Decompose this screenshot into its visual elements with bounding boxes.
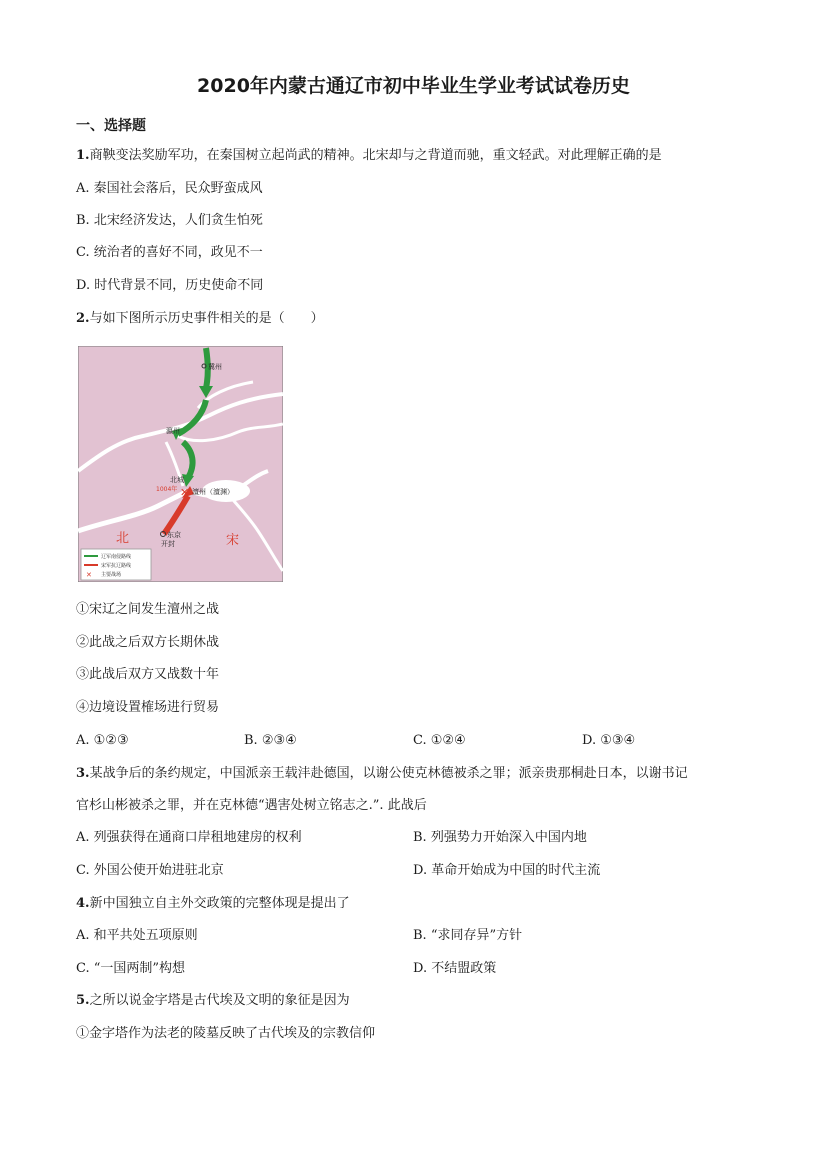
question-2-option-b[interactable]: B. ②③④ [244,733,297,748]
question-2-option-a[interactable]: A. ①②③ [76,733,129,748]
question-3-option-c[interactable]: C. 外国公使开始进驻北京 [76,863,224,878]
page-title: 2020年内蒙古通辽市初中毕业生学业考试试卷历史 [197,75,630,97]
question-3-option-b[interactable]: B. 列强势力开始深入中国内地 [413,830,587,845]
question-1-option-a[interactable]: A. 秦国社会落后，民众野蛮成风 [76,181,263,196]
question-number: 1. [76,148,90,163]
question-4-option-c[interactable]: C. “一国两制”构想 [76,961,186,976]
question-2-stem: 2.与如下图所示历史事件相关的是（ ） [76,311,324,326]
map-label-chanzhou: 澶州（澶渊） [192,488,234,496]
question-2-statement-1: ①宋辽之间发生澶州之战 [76,602,220,617]
question-number: 5. [76,993,90,1008]
question-number: 4. [76,896,90,911]
question-3-stem: 3.某战争后的条约规定，中国派亲王载沣赴德国，以谢公使克林德被杀之罪；派亲贵那桐赴日本，以谢书记 [76,766,688,781]
question-2-statement-2: ②此战之后双方长期休战 [76,635,220,650]
map-label-kaifeng: 开封 [161,540,175,548]
question-3-option-d[interactable]: D. 革命开始成为中国的时代主流 [413,863,601,878]
question-3-stem-continued: 官杉山彬被杀之罪，并在克林德“遇害处树立铭志之.”. 此战后 [76,798,427,813]
question-number: 2. [76,311,90,326]
question-3-option-a[interactable]: A. 列强获得在通商口岸租地建房的权利 [76,830,302,845]
question-2-statement-3: ③此战后双方又战数十年 [76,667,220,682]
question-2-statement-4: ④边境设置榷场进行贸易 [76,700,220,715]
map-label-beicheng: 北城 [170,476,184,484]
map-label-dongjing: 东京 [167,531,181,539]
map-label-bei: 北 [116,531,130,546]
map-legend [81,549,151,580]
question-5-stem: 5.之所以说金字塔是古代埃及文明的象征是因为 [76,993,350,1008]
question-2-option-d[interactable]: D. ①③④ [582,733,636,748]
question-1-option-d[interactable]: D. 时代背景不同，历史使命不同 [76,278,264,293]
historical-map [78,346,283,582]
section-heading: 一、选择题 [76,118,146,134]
map-label-song: 宋 [226,533,240,548]
legend-battlefield: 主要战场 [101,572,122,578]
legend-song-route: 宋军抗辽路线 [101,563,132,569]
question-1-option-c[interactable]: C. 统治者的喜好不同，政见不一 [76,245,263,260]
question-number: 3. [76,766,90,781]
map-label-yingzhou: 瀛州 [166,427,180,435]
legend-liao-route: 辽军南侵路线 [101,554,132,560]
question-1-stem: 1.商鞅变法奖励军功，在秦国树立起尚武的精神。北宋却与之背道而驰，重文轻武。对此理解正确的是 [76,148,662,163]
question-2-option-c[interactable]: C. ①②④ [413,733,466,748]
question-4-option-a[interactable]: A. 和平共处五项原则 [76,928,198,943]
question-4-stem: 4.新中国独立自主外交政策的完整体现是提出了 [76,896,350,911]
battle-marker-icon: ✕ [180,486,190,499]
map-label-year: 1004年 [156,486,178,493]
question-5-statement-1: ①金字塔作为法老的陵墓反映了古代埃及的宗教信仰 [76,1026,376,1041]
question-4-option-d[interactable]: D. 不结盟政策 [413,961,497,976]
legend-battle-icon: ✕ [86,571,92,579]
question-4-option-b[interactable]: B. “求同存异”方针 [413,928,523,943]
question-1-option-b[interactable]: B. 北宋经济发达，人们贪生怕死 [76,213,263,228]
map-label-jizhou: 冀州 [208,363,222,371]
